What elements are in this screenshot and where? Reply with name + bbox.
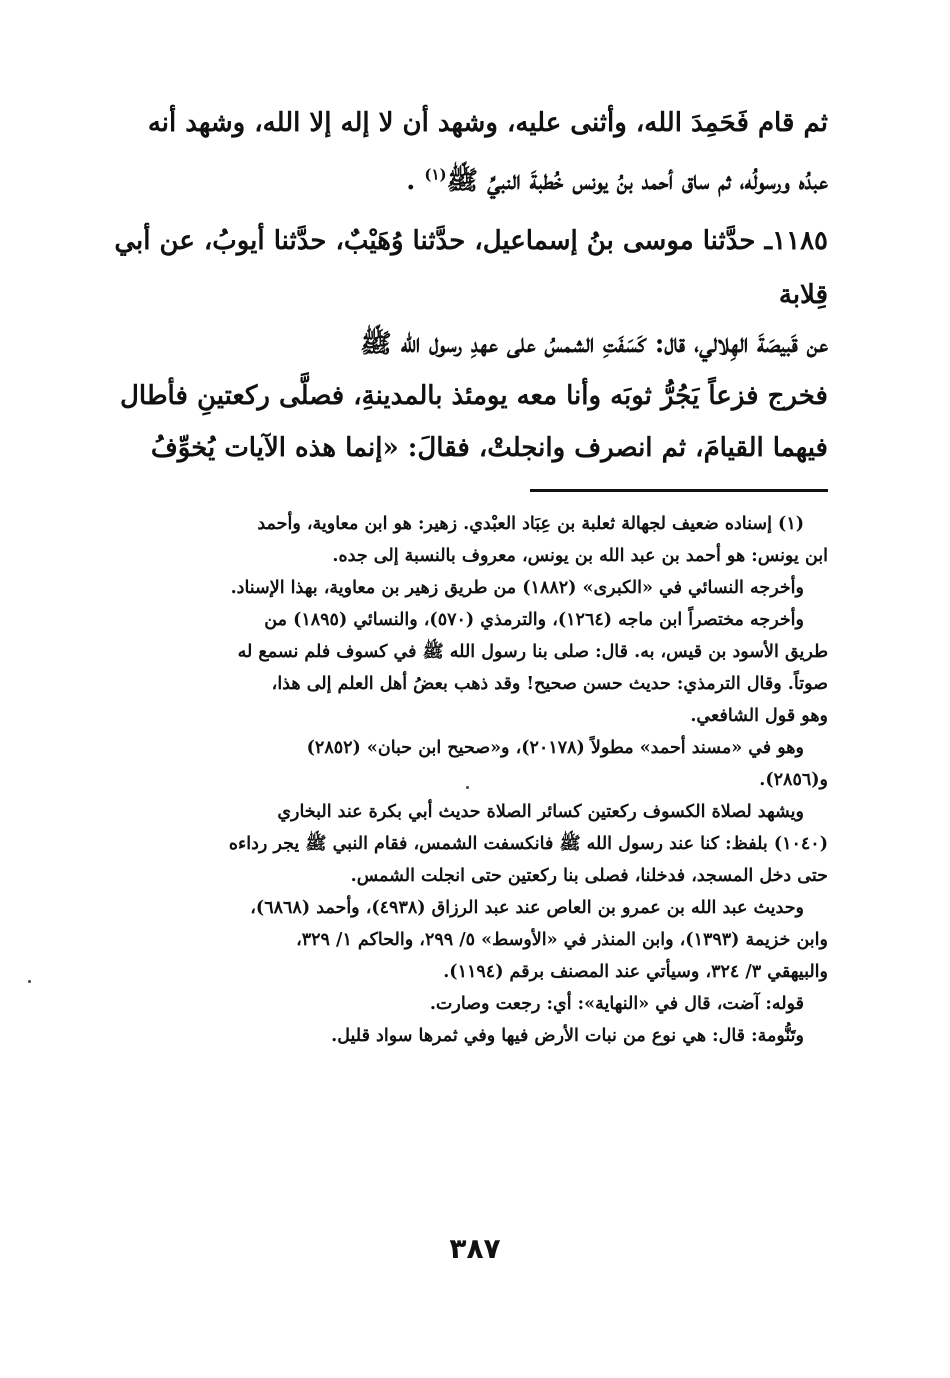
- main-line-end: .: [406, 166, 416, 196]
- footnote-line: وهو قول الشافعي.: [690, 706, 828, 726]
- footnote-line: وأخرجه النسائي في «الكبرى» (١٨٨٢) من طريق زهير بن معاوية، بهذا الإسناد.: [230, 578, 804, 598]
- footnote-line: والبيهقي ٣/ ٣٢٤، وسيأتي عند المصنف برقم (١١٩٤).: [443, 962, 828, 982]
- footnote-line: وحديث عبد الله بن عمرو بن العاص عند عبد الرزاق (٤٩٣٨)، وأحمد (٦٨٦٨)،: [250, 898, 804, 918]
- footnote-reference: (١): [424, 165, 447, 184]
- page-number: ٣٨٧: [449, 1232, 501, 1265]
- footnote-line: طريق الأسود بن قيس، به. قال: صلى بنا رسول الله ﷺ في كسوف فلم نسمع له: [237, 642, 828, 662]
- main-line: ثم قام فَحَمِدَ الله، وأثنى عليه، وشهد أن لا إله إلا الله، وشهد أنه: [147, 108, 828, 138]
- main-line: فيهما القيامَ، ثم انصرف وانجلتْ، فقالَ: «إنما هذه الآيات يُخوِّفُ: [150, 433, 828, 463]
- footnote-line: (١) إسناده ضعيف لجهالة ثعلبة بن عِبَاد العبْدي. زهير: هو ابن معاوية، وأحمد: [257, 514, 804, 534]
- footnote-line: ويشهد لصلاة الكسوف ركعتين كسائر الصلاة حديث أبي بكرة عند البخاري: [277, 802, 804, 822]
- main-line: [112, 152, 828, 210]
- footnote-separator: [530, 489, 828, 492]
- footnote-line: حتى دخل المسجد، فدخلنا، فصلى بنا ركعتين حتى انجلت الشمس.: [350, 866, 828, 886]
- scan-speck: [466, 786, 469, 789]
- main-line: عن قَبيصَةَ الهِلالي، قال: كَسَفَتِ الشمسُ على عهدِ رسول الله ﷺ: [360, 329, 828, 359]
- footnote-line: وأخرجه مختصراً ابن ماجه (١٢٦٤)، والترمذي (٥٧٠)، والنسائي (١٨٩٥) من: [264, 610, 804, 630]
- footnotes: [112, 508, 828, 1052]
- footnote-line: وابن خزيمة (١٣٩٣)، وابن المنذر في «الأوسط» ٥/ ٢٩٩، والحاكم ١/ ٣٢٩،: [296, 930, 828, 950]
- main-paragraph-1: [112, 94, 828, 210]
- footnote-line: قوله: آضت، قال في «النهاية»: أي: رجعت وصارت.: [429, 994, 804, 1014]
- hadith-1185-text: [112, 318, 828, 474]
- footnote-line: صوتاً. وقال الترمذي: حديث حسن صحيح! وقد ذهب بعضُ أهل العلم إلى هذا،: [271, 674, 828, 694]
- footnote-line: و(٢٨٥٦).: [759, 770, 828, 790]
- footnote-line: وتَنُّومة: قال: هي نوع من نبات الأرض فيها وفي ثمرها سواد قليل.: [331, 1026, 804, 1046]
- main-line: ١١٨٥ـ حدَّثنا موسى بنُ إسماعيل، حدَّثنا وُهَيْبٌ، حدَّثنا أيوبُ، عن أبي: [114, 226, 828, 256]
- main-line: قِلابة: [778, 280, 828, 310]
- main-line-text: عبدُه ورسولُه، ثم ساق أحمد بنُ يونس خُطبةَ النبيِّ ﷺ: [446, 166, 828, 196]
- hadith-1185-chain: [112, 214, 828, 322]
- footnote-line: وهو في «مسند أحمد» مطولاً (٢٠١٧٨)، و«صحيح ابن حبان» (٢٨٥٢): [306, 738, 804, 758]
- footnote-line: (١٠٤٠) بلفظ: كنا عند رسول الله ﷺ فانكسفت الشمس، فقام النبي ﷺ يجر رداءه: [228, 834, 828, 854]
- footnote-line: ابن يونس: هو أحمد بن عبد الله بن يونس، معروف بالنسبة إلى جده.: [332, 546, 828, 566]
- main-line: فخرج فزعاً يَجُرُّ ثوبَه وأنا معه يومئذ بالمدينةِ، فصلَّى ركعتينِ فأطال: [120, 381, 828, 411]
- scan-speck: [28, 980, 31, 983]
